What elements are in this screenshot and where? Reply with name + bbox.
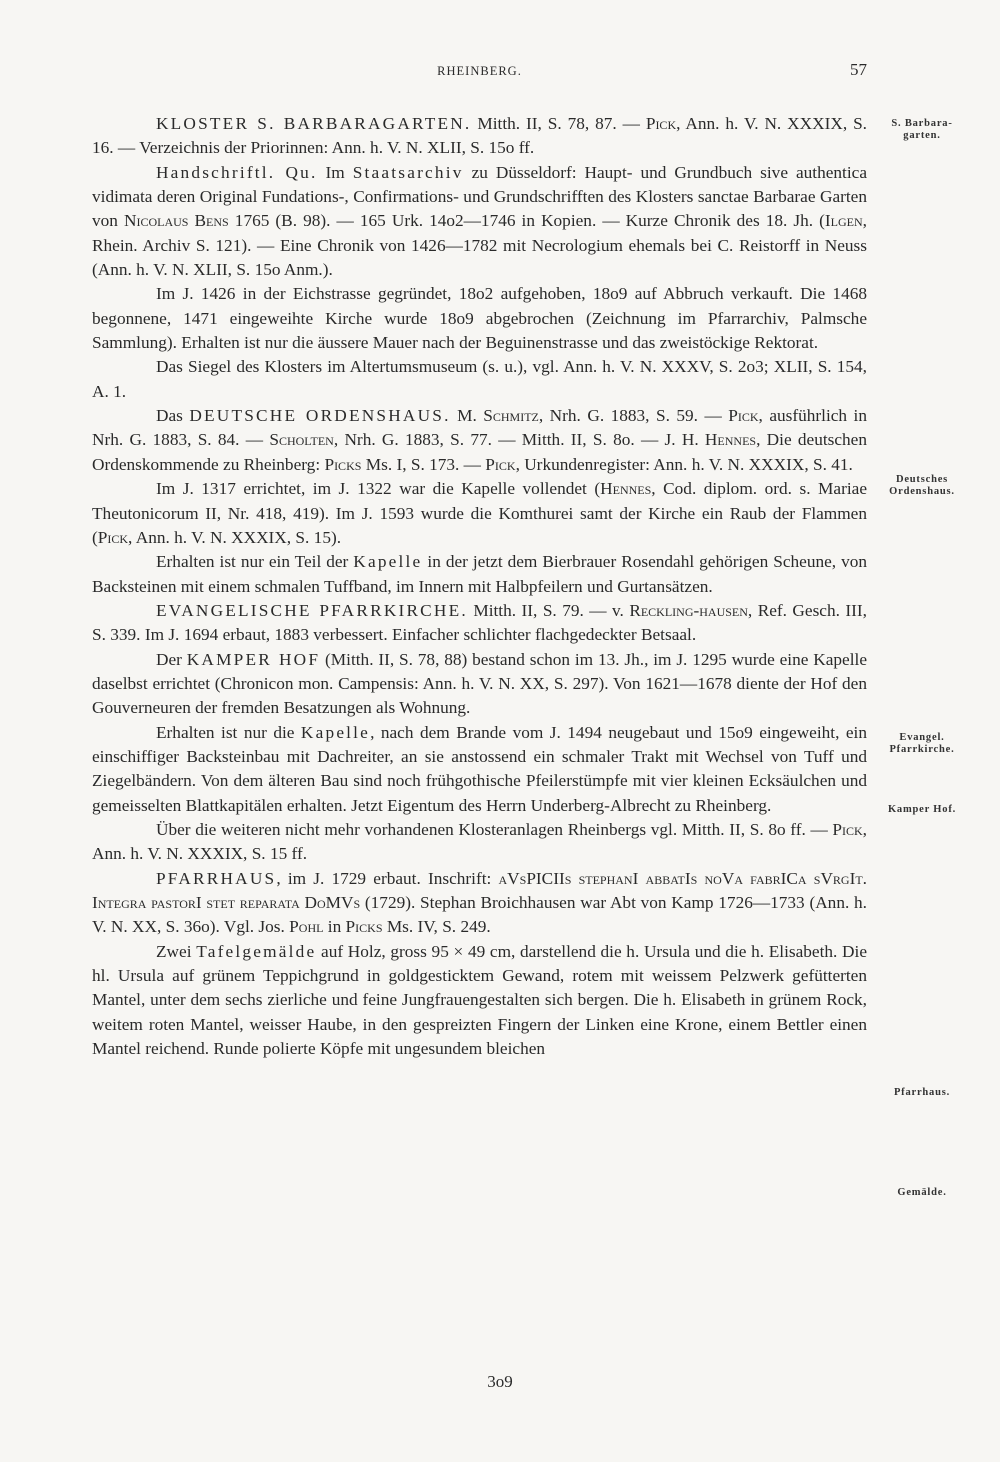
- paragraph: KLOSTER S. BARBARAGARTEN. Mitth. II, S. 78, 87. — Pick, Ann. h. V. N. XXXIX, S. 16. — Verzeichnis der Priorinnen: Ann. h. V. N. XLII, S. 15o ff.: [92, 114, 867, 158]
- paragraph: Zwei Tafelgemälde auf Holz, gross 95 × 49 cm, darstellend die h. Ursula und die h. Elisabeth. Die hl. Ursula auf grünem Teppichgrund in goldgesticktem Gewand, rotem mit weissem Pelzwerk gefütterten Mantel, unter dem sechs zierliche und feine Jungfrauengestalten sich bergen. Die h. Elisabeth in grünem Rock, weitem roten Mantel, weisser Haube, in den gespreizten Fingern der Linken eine Krone, einem Bettler einen Mantel reichend. Runde polierte Köpfe mit ungesundem bleichen: [92, 941, 867, 1059]
- paragraph: Der KAMPER HOF (Mitth. II, S. 78, 88) bestand schon im 13. Jh., im J. 1295 wurde eine Kapelle daselbst errichtet (Chronicon mon. Campensis: Ann. h. V. N. XX, S. 297). Von 1621—1678 diente der Hof den Gouverneuren der fremden Besatzungen als Wohnung.: [92, 649, 867, 718]
- paragraph: Im J. 1426 in der Eichstrasse gegründet, 18o2 aufgehoben, 18o9 auf Abbruch verkauft. Die 1468 begonnene, 1471 eingeweihte Kirche wurde 18o9 abgebrochen (Zeichnung im Pfarrarchiv, Palmsche Sammlung). Erhalten ist nur die äussere Mauer nach der Beguinenstrasse und das zweistöckige Rektorat.: [92, 284, 867, 353]
- margin-note-pfarrhaus: Pfarrhaus.: [893, 1087, 951, 1098]
- running-head: [92, 62, 867, 82]
- page-number: 57: [850, 60, 867, 79]
- folio-number: 3o9: [487, 1372, 513, 1391]
- paragraph: PFARRHAUS, im J. 1729 erbaut. Inschrift: aVsPICIIs stephanI abbatIs noVa fabrICa sVrgIt. Integra pastorI stet reparata DoMVs (1729). Stephan Broichhausen war Abt von Kamp 1726—1733 (Ann. h. V. N. XX, S. 36o). Vgl. Jos. Pohl in Picks Ms. IV, S. 249.: [92, 868, 867, 937]
- paragraph: Das DEUTSCHE ORDENSHAUS. M. Schmitz, Nrh. G. 1883, S. 59. — Pick, ausführlich in Nrh. G. 1883, S. 84. — Scholten, Nrh. G. 1883, S. 77. — Mitth. II, S. 8o. — J. H. Hennes, Die deutschen Ordenskommende zu Rheinberg: Picks Ms. I, S. 173. — Pick, Urkundenregister: Ann. h. V. N. XXXIX, S. 41.: [92, 406, 867, 474]
- paragraph: Im J. 1317 errichtet, im J. 1322 war die Kapelle vollendet (Hennes, Cod. diplom. ord. s. Mariae Theutonicorum II, Nr. 418, 419). Im J. 1593 wurde die Komthurei samt der Kirche ein Raub der Flammen (Pick, Ann. h. V. N. XXXIX, S. 15).: [92, 479, 867, 547]
- body-text: [92, 112, 867, 1061]
- paragraph: EVANGELISCHE PFARRKIRCHE. Mitth. II, S. 79. — v. Reckling-hausen, Ref. Gesch. III, S. 339. Im J. 1694 erbaut, 1883 verbessert. Einfacher schlichter flachgedeckter Betsaal.: [92, 600, 867, 645]
- margin-note-ordenshaus: Deutsches Ordenshaus.: [889, 474, 955, 497]
- margin-note-barbaragarten: S. Barbara- garten.: [891, 118, 953, 141]
- paragraph: Erhalten ist nur ein Teil der Kapelle in der jetzt dem Bierbrauer Rosendahl gehörigen Scheune, von Backsteinen mit einem schmalen Tuffband, im Innern mit Halbpfeilern und Gurtansätzen.: [92, 552, 867, 596]
- running-title: RHEINBERG.: [437, 64, 522, 78]
- paragraph: Handschriftl. Qu. Im Staatsarchiv zu Düsseldorf: Haupt- und Grundbuch sive authentica vidimata deren Original Fundations-, Confirmations- und Grundschrifften des Klosters sanctae Barbarae Garten von Nicolaus Bens 1765 (B. 98). — 165 Urk. 14o2—1746 in Kopien. — Kurze Chronik des 18. Jh. (Ilgen, Rhein. Archiv S. 121). — Eine Chronik von 1426—1782 mit Necrologium ehemals bei C. Reistorff in Neuss (Ann. h. V. N. XLII, S. 15o Anm.).: [92, 162, 867, 280]
- margin-note-kamperhof: Kamper Hof.: [887, 804, 957, 815]
- margin-note-gemaelde: Gemälde.: [897, 1187, 947, 1198]
- paragraph: Über die weiteren nicht mehr vorhandenen Klosteranlagen Rheinbergs vgl. Mitth. II, S. 8o ff. — Pick, Ann. h. V. N. XXXIX, S. 15 ff.: [92, 819, 867, 864]
- margin-note-pfarrkirche: Evangel. Pfarrkirche.: [889, 732, 955, 755]
- paragraph: Das Siegel des Klosters im Altertumsmuseum (s. u.), vgl. Ann. h. V. N. XXXV, S. 2o3; XLII, S. 154, A. 1.: [92, 357, 867, 401]
- paragraph: Erhalten ist nur die Kapelle, nach dem Brande vom J. 1494 neugebaut und 15o9 eingeweiht, ein einschiffiger Backsteinbau mit Dachreiter, an sie anstossend ein schmaler Trakt mit Wechsel von Tuff und Ziegelbändern. Von dem älteren Bau sind noch frühgothische Pfeilerstümpfe mit vier kleinen Ecksäulchen und gemeisselten Blattkapitälen erhalten. Jetzt Eigentum des Herrn Underberg-Albrecht zu Rheinberg.: [92, 722, 867, 815]
